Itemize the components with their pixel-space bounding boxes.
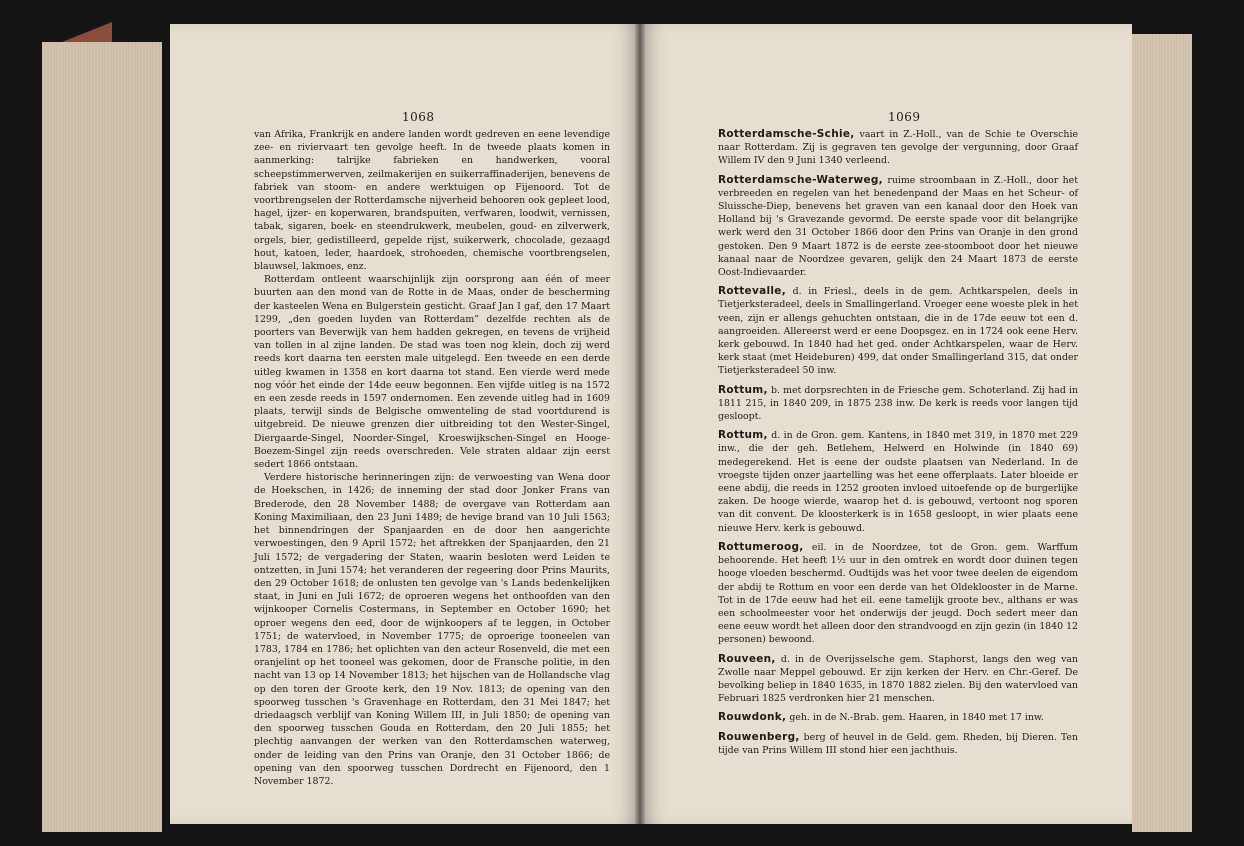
entry-headword: Rottumeroog, <box>718 540 804 553</box>
entry-headword: Rotterdamsche-Waterweg, <box>718 173 883 186</box>
entry-text: vaart in Z.-Holl., van de Schie te Overschie naar Rotterdam. Zij is gegraven ten gevolge der vergunning, door Graaf Willem IV den 9 Juni 1340 verleend. <box>718 129 1078 167</box>
entry-text: eil. in de Noordzee, tot de Gron. gem. Warffum behoorende. Het heeft 1½ uur in den omtrek en wordt door duinen tegen hooge vloeden beschermd. Oudtijds was het voor twee deelen de eigendom der abdij te Rottum en voor een derde van het Oldeklooster in de Marne. Tot in de 17de eeuw had het eil. eene tamelijk groote bev., althans er was een schoolmeester voor het onderwijs der jeugd. Doch sedert meer dan eene eeuw wordt het alleen door den strandvoogd en zijn gezin (in 1840 12 personen) bewoond. <box>718 541 1078 646</box>
entry-text: ruime stroombaan in Z.-Holl., door het verbreeden en regelen van het benedenpand der Maas en het Scheur- of Sluissche-Diep, benevens het graven van een kanaal door den Hoek van Holland bij 's Gravezande gevormd. De eerste spade voor dit belangrijke werk werd den 31 October 1866 door den Prins van Oranje in den grond gestoken. Den 9 Maart 1872 is de eerste zee-stoomboot door het nieuwe kanaal naar de Noordzee gevaren, gelijk den 24 Maart 1873 de eerste Oost-Indievaarder. <box>718 174 1078 279</box>
paragraph: van Afrika, Frankrijk en andere landen wordt gedreven en eene levendige zee- en riviervaart ten gevolge heeft. In de tweede plaats komen in aanmerking: talrijke fabrieken en handwerken, vooral scheepstimmerwerven, zeilmakerijen en suikerraffinaderijen, benevens de fabriek van stoom- en andere werktuigen op Fijenoord. Tot de voortbrengselen der Rotterdamsche nijverheid behooren ook gepleet lood, hagel, ijzer- en koperwaren, brandspuiten, verfwaren, loodwit, vernissen, tabak, sigaren, boek- en steendrukwerk, meubelen, goud- en zilverwerk, orgels, bier, gedistilleerd, gepelde rijst, suikerwerk, chocolade, gezaagd hout, katoen, leder, haardoek, strohoeden, chemische voortbrengselen, blauwsel, lakmoes, enz. <box>254 129 610 273</box>
page-number: 1069 <box>888 110 921 124</box>
dictionary-entry <box>718 174 1078 280</box>
book-gutter <box>634 24 646 824</box>
paragraph: Verdere historische herinneringen zijn: de verwoesting van Wena door de Hoekschen, in 1426; de inneming der stad door Jonker Frans van Brederode, den 28 November 1488; de overgave van Rotterdam aan Koning Maximiliaan, den 23 Juni 1489; de hevige brand van 10 Juli 1563; het binnendringen der Spanjaarden en de door hen aangerichte verwoestingen, den 9 April 1572; het aftrekken der Spanjaarden, den 21 Juli 1572; de vergadering der Staten, waarin besloten werd Leiden te ontzetten, in Juni 1574; het veranderen der regeering door Prins Maurits, den 29 October 1618; de onlusten ten gevolge van 's Lands bedenkelijken staat, in Juni en Juli 1672; de oproeren wegens het onthoofden van den wijnkooper Cornelis Costermans, in September en October 1690; het oproer wegens den eed, door de wijnkoopers af te leggen, in October 1751; de watervloed, in November 1775; de oproerige tooneelen van 1783, 1784 en 1786; het oplichten van den acteur Rosenveld, die met een oranjelint op het tooneel was gekomen, door de Fransche politie, in den nacht van 13 op 14 November 1813; het hijschen van de Hollandsche vlag op den toren der Groote kerk, den 19 Nov. 1813; de opening van den spoorweg tusschen 's Gravenhage en Rotterdam, den 31 Mei 1847; het driedaagsch verblijf van Koning Willem III, in Juli 1850; de opening van den spoorweg tusschen Gouda en Rotterdam, den 20 Juli 1855; het plechtig aanvangen der werken van den Rotterdamschen waterweg, onder de leiding van den Prins van Oranje, den 31 October 1866; de opening van den spoorweg tusschen Dordrecht en Fijenoord, den 1 November 1872. <box>254 472 610 787</box>
dictionary-entry <box>718 653 1078 706</box>
entry-headword: Rouwdonk, <box>718 711 787 724</box>
dictionary-entry <box>718 711 1078 724</box>
page-text <box>718 128 1078 763</box>
dictionary-entry <box>718 384 1078 424</box>
right-page <box>640 24 1132 824</box>
dictionary-entry <box>718 541 1078 647</box>
entry-headword: Rotterdamsche-Schie, <box>718 128 855 140</box>
entry-text: geh. in de N.-Brab. gem. Haaren, in 1840 met 17 inw. <box>786 712 1044 724</box>
left-page <box>170 24 640 824</box>
entry-headword: Rottum, <box>718 383 768 396</box>
paragraph: Rotterdam ontleent waarschijnlijk zijn oorsprong aan één of meer buurten aan den mond van de Rotte in de Maas, onder de bescherming der kasteelen Wena en Bulgerstein gesticht. Graaf Jan I gaf, den 17 Maart 1299, „den goeden luyden van Rotterdam” dezelfde rechten als de poorters van Beverwijk van hem hadden gekregen, en tevens de vrijheid van tollen in al zijne landen. De stad was toen nog klein, doch zij werd reeds kort daarna ten eersten male uitgelegd. Een tweede en een derde uitleg kwamen in 1358 en kort daarna tot stand. Een vierde werd mede nog vóór het einde der 14de eeuw begonnen. Een vijfde uitleg is na 1572 en een zesde reeds in 1597 ondernomen. Een zevende uitleg had in 1609 plaats, terwijl sinds de Belgische omwenteling de stad voortdurend is uitgebreid. De nieuwe grenzen dier uitbreiding tot den Wester-Singel, Diergaarde-Singel, Noorder-Singel, Kroeswijkschen-Singel en Hooge-Boezem-Singel zijn reeds overschreden. Vele straten aldaar zijn eerst sedert 1866 ontstaan. <box>254 274 610 471</box>
page-edges-right <box>1132 34 1192 832</box>
entry-text: d. in Friesl., deels in de gem. Achtkarspelen, deels in Tietjerksteradeel, deels in Smallingerland. Vroeger eene woeste plek in het veen, zijn er allengs gehuchten ontstaan, die in de 17de eeuw tot een d. aangroeiden. Allereerst werd er eene Doopsgez. en in 1724 ook eene Herv. kerk gebouwd. In 1840 had het ged. onder Achtkarspelen, waar de Herv. kerk staat (met Heideburen) 499, dat onder Smallingerland 315, dat onder Tietjerksteradeel 50 inw. <box>718 286 1078 377</box>
entry-headword: Rouveen, <box>718 652 776 665</box>
dictionary-entry <box>718 285 1078 377</box>
entry-text: b. met dorpsrechten in de Friesche gem. Schoterland. Zij had in 1811 215, in 1840 209, in 1875 238 inw. De kerk is reeds voor langen tijd gesloopt. <box>718 384 1078 423</box>
entry-text: berg of heuvel in de Geld. gem. Rheden, bij Dieren. Ten tijde van Prins Willem III stond hier een jachthuis. <box>718 731 1078 756</box>
page-edges-left <box>42 42 162 832</box>
dictionary-entry <box>718 731 1078 757</box>
dictionary-entry <box>718 429 1078 535</box>
entry-headword: Rottum, <box>718 429 768 442</box>
page-text <box>254 128 610 788</box>
entry-text: d. in de Overijsselsche gem. Staphorst, langs den weg van Zwolle naar Meppel gebouwd. Er zijn kerken der Herv. en Chr.-Geref. De bevolking beliep in 1840 1635, in 1870 1882 zielen. Bij den watervloed van Februari 1825 verdronken hier 21 menschen. <box>718 653 1078 705</box>
entry-headword: Rouwenberg, <box>718 730 800 743</box>
entry-headword: Rottevalle, <box>718 285 786 298</box>
open-book <box>42 14 1192 832</box>
dictionary-entry <box>718 128 1078 168</box>
entry-text: d. in de Gron. gem. Kantens, in 1840 met 319, in 1870 met 229 inw., die der geh. Betlehem, Helwerd en Holwinde (in 1840 69) medegerekend. Het is eene der oudste plaatsen van Nederland. In de vroegste tijden onzer jaartelling was het eene offerplaats. Later bloeide er eene abdij, die reeds in 1252 grooten invloed uitoefende op de burgerlijke zaken. De hooge wierde, waarop het d. is gebouwd, vertoont nog sporen van dit convent. De kloosterkerk is in 1658 gesloopt, in wier plaats eene nieuwe Herv. kerk is gebouwd. <box>718 430 1078 534</box>
page-number: 1068 <box>402 110 435 124</box>
